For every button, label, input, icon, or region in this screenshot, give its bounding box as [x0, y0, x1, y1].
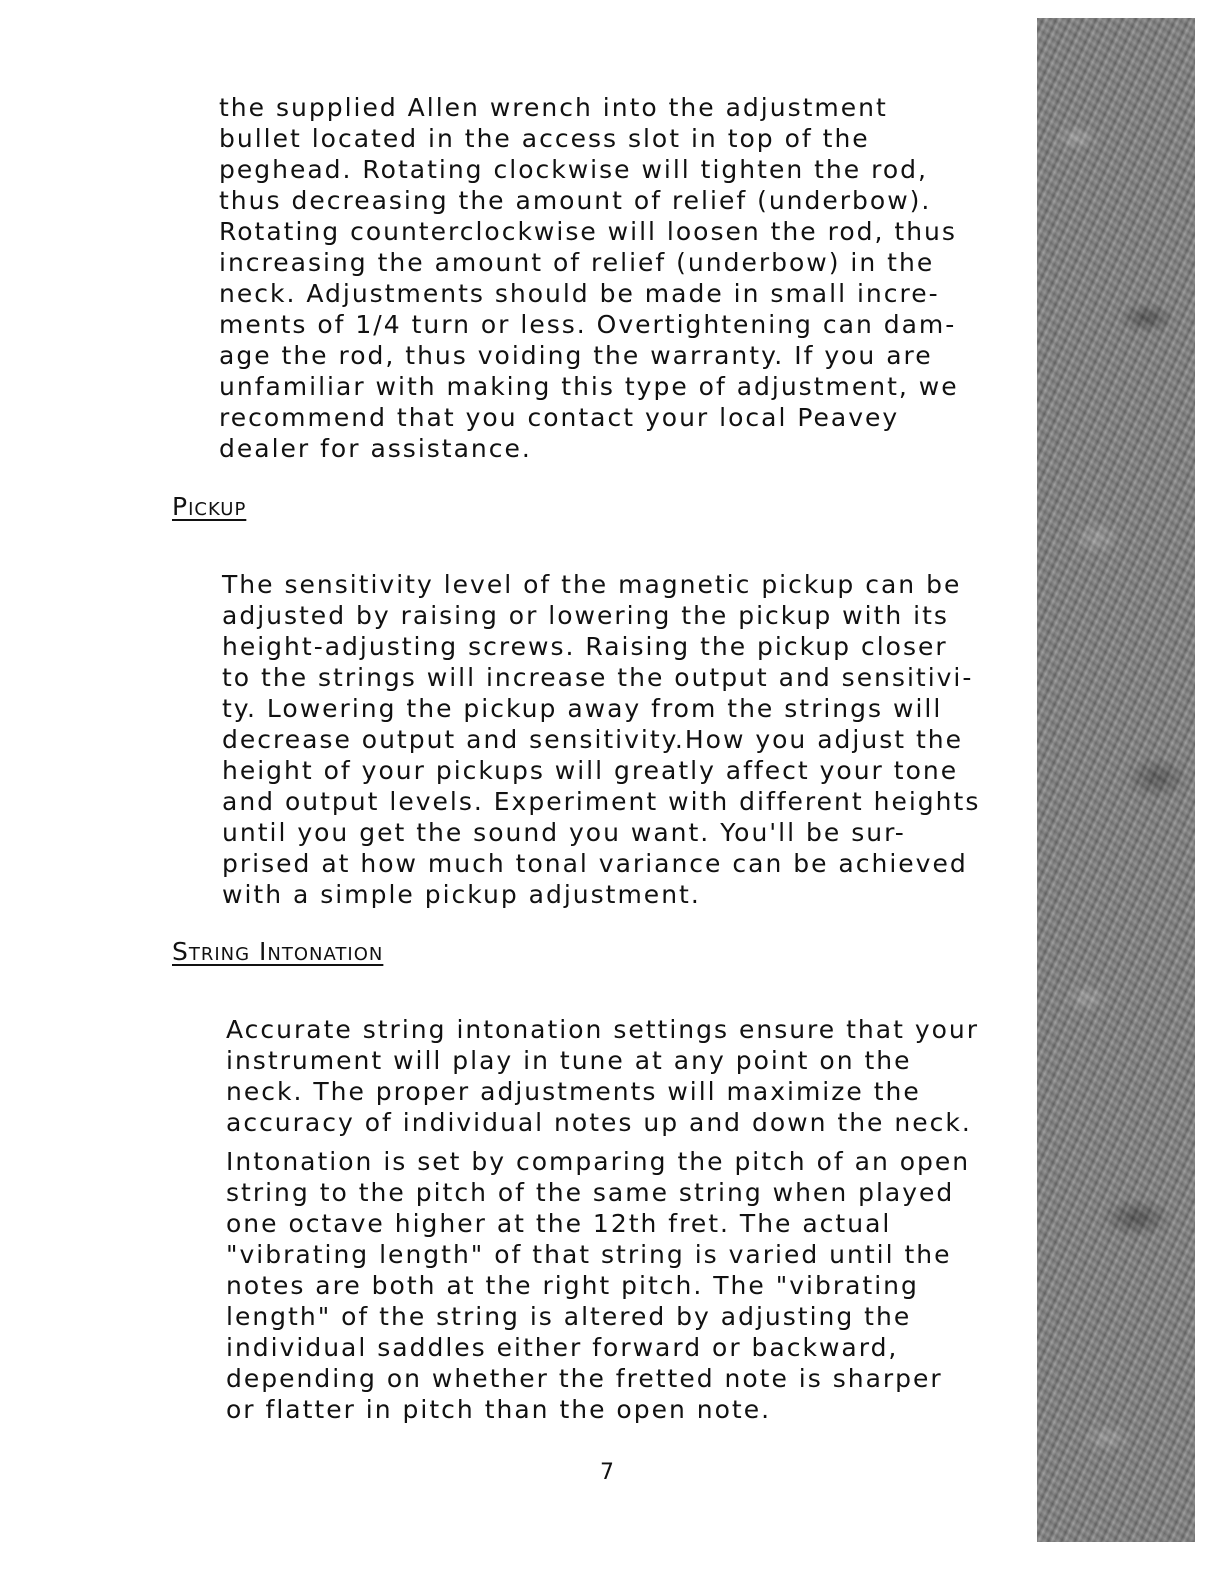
page-number: 7: [600, 1460, 614, 1485]
intro-paragraph: the supplied Allen wrench into the adjustment bullet located in the access slot in top of the peghead. Rotating clockwise will tighten the rod, thus decreasing the amount of relief (underbow). Rotating counterclockwise will loosen the rod, thus increasing the amount of relief (underbow) in the neck. Adjustments should be made in small incre- ments of 1/4 turn or less. Overtightening can dam- age the rod, thus voiding the warranty. If you are unfamiliar with making this type of adjustment, we recommend that you contact your local Peavey dealer for assistance.: [219, 93, 959, 463]
decorative-stone-border: [1037, 18, 1195, 1542]
pickup-paragraph: The sensitivity level of the magnetic pickup can be adjusted by raising or lowering the pickup with its height-adjusting screws. Raising the pickup closer to the strings will increase the output and sensitivi- ty. Lowering the pickup away from the strings will decrease output and sensitivity.How you adjust the height of your pickups will greatly affect your tone and output levels. Experiment with different heights until you get the sound you want. You'll be sur- prised at how much tonal variance can be achieved with a simple pickup adjustment.: [222, 570, 981, 909]
intonation-paragraph-1: Accurate string intonation settings ensure that your instrument will play in tune at any point on the neck. The proper adjustments will maximize the accuracy of individual notes up and down the neck.: [226, 1015, 980, 1137]
intonation-paragraph-2: Intonation is set by comparing the pitch of an open string to the pitch of the same string when played one octave higher at the 12th fret. The actual "vibrating length" of that string is varied until the notes are both at the right pitch. The "vibrating length" of the string is altered by adjusting the individual saddles either forward or backward, depending on whether the fretted note is sharper or flatter in pitch than the open note.: [226, 1147, 971, 1424]
string-intonation-heading: String Intonation: [172, 937, 384, 966]
pickup-heading: Pickup: [172, 492, 247, 521]
